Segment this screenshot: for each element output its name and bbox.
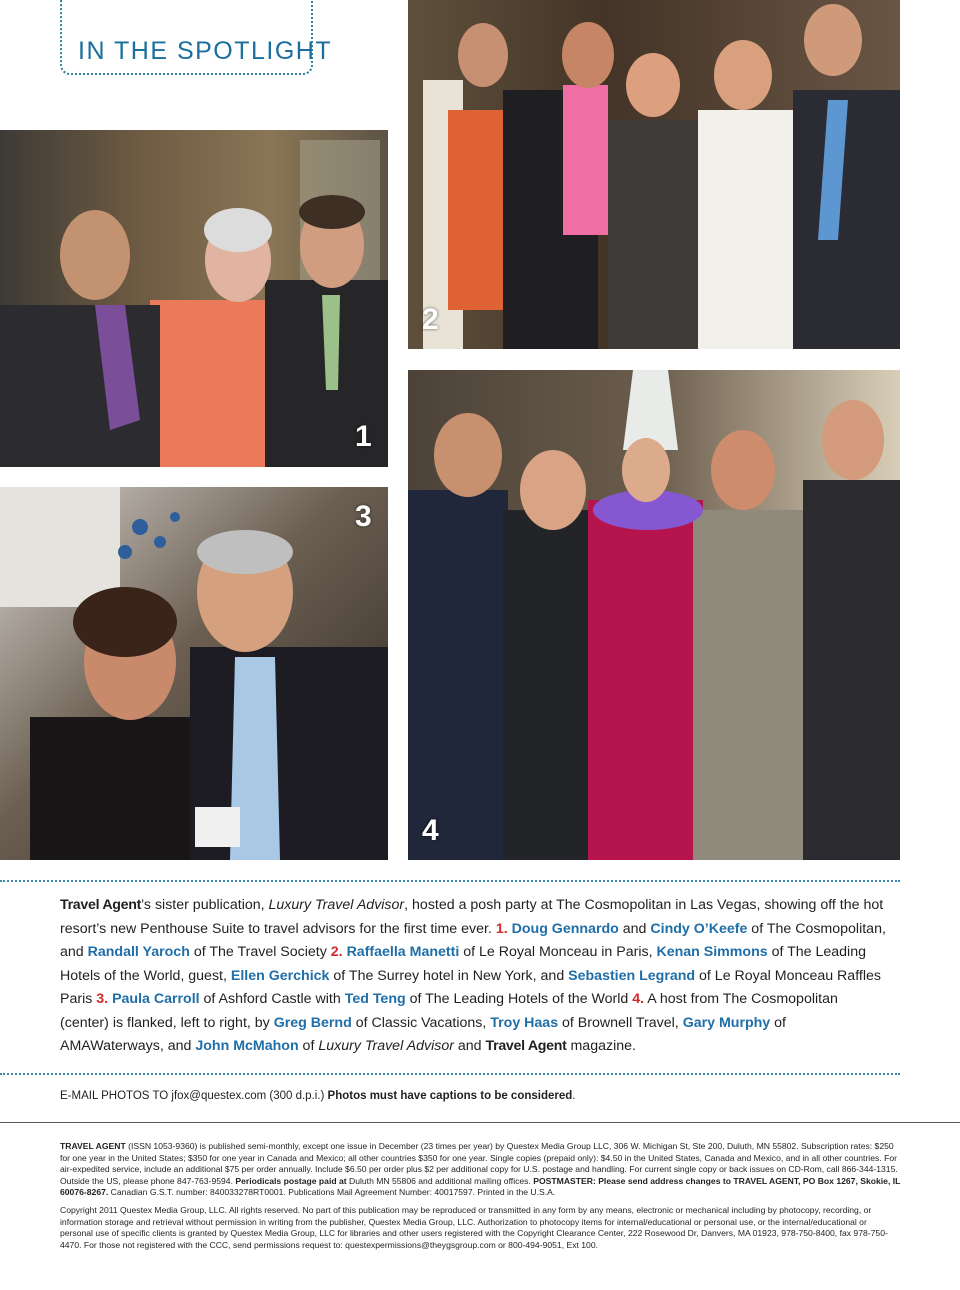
photo-1-image [0,130,388,467]
copyright-notice: Copyright 2011 Questex Media Group, LLC. All rights reserved. No part of this publication may be reproduced or transmitted in any form by any means, electronic or mechanical including by photocopy, recording, or information storage and retrieval without permission in writing from the publisher, Questex Media Group, LLC. Authorization to photocopy items for internal/educational or personal use, or the internal/educational or personal use of specific clients is granted by Questex Media Group, LLC for libraries and other users registered with the Copyright Clearance Center, 222 Rosewood Dr, Danvers, MA 01923, 978-750-8400, fax 978-750-4470. For those not registered with the CCC, send permissions request to: questexpermissions@theygsgroup.com or 800-494-9051, Ext 100. [60,1204,888,1250]
person-name: Randall Yaroch [87,944,190,960]
caption-number: 2. [330,944,343,960]
publication-info: TRAVEL AGENT (ISSN 1053-9360) is published semi-monthly, except one issue in December (23 times per year) by Questex Media Group LLC, 306 W. Michigan St, Ste 200, Duluth, MN 55802. Subscription rates: $250 for one year in the United States; $350 for one year in Canada and Mexico; all other countries $350 for one year. Single copies (prepaid only): $4.50 in the United States, Canada and Mexico, and in all other countries. For air-expedited service, include an additional $75 per order annually. Include $6.50 per order plus $2 per additional copy for U.S. postage and handling. For current single copy or back issues on CD-Rom, call 866-344-1315. Outside the US, please phone 847-763-9594. Periodicals postage paid at Duluth MN 55806 and additional mailing offices. POSTMASTER: Please send address changes to TRAVEL AGENT, PO Box 1267, Skokie, IL 60076-8267. Canadian G.S.T. number: 840033278RT0001. Publications Mail Agreement Number: 40017597. Printed in the U.S.A. [60,1141,901,1198]
brand-name: Travel Agent [60,897,142,913]
photo-4 [408,370,900,860]
email-submission-note: E-MAIL PHOTOS TO jfox@questex.com (300 d.p.i.) Photos must have captions to be considered. [60,1090,576,1102]
caption-number: 3. [96,991,109,1007]
person-name: Raffaella Manetti [346,944,460,960]
brand-name: Travel Agent [485,1038,567,1054]
photo-3-number: 3 [355,500,372,533]
photo-3 [0,487,388,860]
person-name: Greg Bernd [273,1014,352,1031]
publication-fine-print [60,1141,902,1257]
person-name: Sebastien Legrand [568,967,696,984]
photo-4-image [408,370,900,860]
caption-divider-top [0,880,900,882]
photo-1-number: 1 [355,420,372,453]
caption-divider-bottom [0,1073,900,1075]
publication-name: Luxury Travel Advisor [318,1038,454,1054]
photo-2-number: 2 [422,303,439,336]
section-title: IN THE SPOTLIGHT [78,37,333,65]
caption-number: 1. [495,920,508,937]
photo-4-number: 4 [422,814,439,847]
caption-number: 4. [632,991,645,1007]
person-name: Paula Carroll [112,991,200,1007]
person-name: John McMahon [195,1038,299,1054]
person-name: Troy Haas [490,1014,559,1031]
photo-2 [408,0,900,349]
person-name: Gary Murphy [682,1014,771,1031]
person-name: Ellen Gerchick [230,967,330,984]
photo-2-image [408,0,900,349]
section-header [60,0,333,75]
photo-caption: Travel Agent’s sister publication, Luxury Travel Advisor, hosted a posh party at The Cosmopolitan in Las Vegas, showing off the hot resort’s new Penthouse Suite to travel advisors for the first time ever. 1. Doug Gennardo and Cindy O’Keefe of The Cosmopolitan, and Randall Yaroch of The Travel Society 2. Raffaella Manetti of Le Royal Monceau in Paris, Kenan Simmons of The Leading Hotels of the World, guest, Ellen Gerchick of The Surrey hotel in New York, and Sebastien Legrand of Le Royal Monceau Raffles Paris 3. Paula Carroll of Ashford Castle with Ted Teng of The Leading Hotels of the World 4. A host from The Cosmopolitan (center) is flanked, left to right, by Greg Bernd of Classic Vacations, Troy Haas of Brownell Travel, Gary Murphy of AMAWaterways, and John McMahon of Luxury Travel Advisor and Travel Agent magazine. [60,897,886,1054]
photo-3-image [0,487,388,860]
person-name: Kenan Simmons [656,944,768,960]
person-name: Doug Gennardo [511,920,619,937]
person-name: Cindy O’Keefe [650,920,748,937]
footer-rule [0,1122,960,1123]
person-name: Ted Teng [344,991,406,1007]
publication-name: Luxury Travel Advisor [268,897,405,913]
photo-1 [0,130,388,467]
